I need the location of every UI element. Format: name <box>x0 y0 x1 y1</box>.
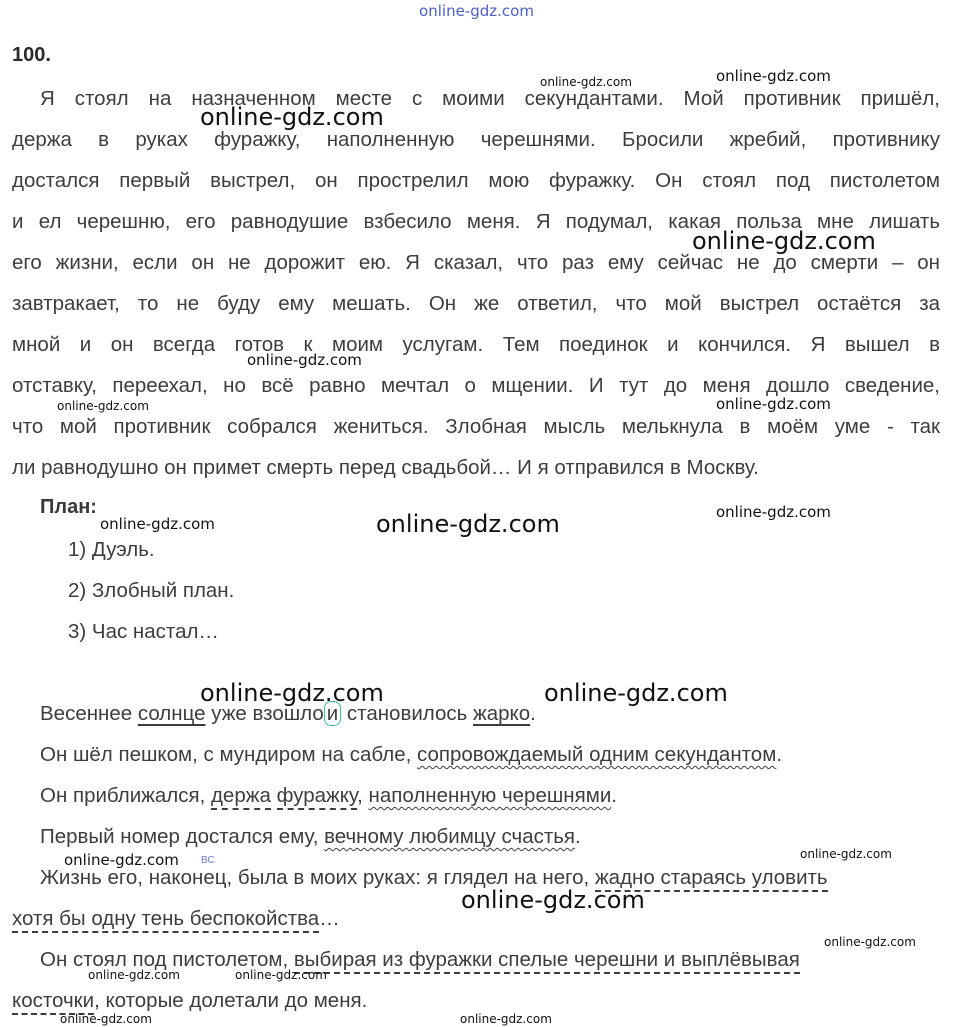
text: уже взошло <box>205 702 324 725</box>
gerund-phrase-dashed: жадно стараясь уловить <box>595 866 828 892</box>
text: Весеннее <box>40 702 138 725</box>
text: Первый номер достался ему, <box>40 825 325 848</box>
text: становилось <box>341 702 474 725</box>
gerund-phrase-dashed: выбирая из фуражки спелые черешни и выплёвывая <box>294 948 800 974</box>
watermark: online-gdz.com <box>235 968 327 982</box>
text: Он приближался, <box>40 784 211 807</box>
watermark: online-gdz.com <box>64 851 179 869</box>
paragraph-line: завтракает, то не буду ему мешать. Он же ответил, что мой выстрел остаётся за <box>12 292 940 315</box>
plan-item: 1) Дуэль. <box>68 538 155 561</box>
paragraph-line: его жизни, если он не дорожит ею. Я сказал, что раз ему сейчас не до смерти – он <box>12 251 940 274</box>
plan-item: 3) Час настал… <box>68 620 219 643</box>
watermark: online-gdz.com <box>716 67 831 85</box>
watermark: online-gdz.com <box>247 351 362 369</box>
watermark: online-gdz.com <box>200 103 384 131</box>
gerund-phrase-dashed: фуражку <box>277 784 358 810</box>
predicate-underlined: жарко <box>473 702 531 725</box>
plan-list <box>68 529 234 652</box>
plan-title: План: <box>40 496 97 518</box>
gerund-phrase-dashed: держа <box>211 784 271 810</box>
text: … <box>319 907 340 930</box>
watermark: online-gdz.com <box>544 679 728 707</box>
participial-phrase-wavy: наполненную черешнями <box>368 784 612 807</box>
sentence-3 <box>12 775 940 816</box>
sentence-1 <box>12 693 940 734</box>
vc-mark: ВС <box>201 855 215 866</box>
plan-item: 2) Злобный план. <box>68 579 235 602</box>
exercise-number: 100. <box>12 44 51 66</box>
participial-phrase-wavy: сопровождаемый одним секундантом <box>417 743 777 766</box>
watermark: online-gdz.com <box>461 886 645 914</box>
watermark: online-gdz.com <box>88 968 180 982</box>
paragraph-line: держа в руках фуражку, наполненную черешнями. Бросили жребий, противнику <box>12 128 940 151</box>
gerund-phrase-dashed: косточки <box>12 989 94 1015</box>
text: . <box>530 702 536 725</box>
text: . <box>776 743 783 766</box>
paragraph-line: ли равнодушно он примет смерть перед свадьбой… И я отправился в Москву. <box>12 456 759 479</box>
paragraph-line: отставку, переехал, но всё равно мечтал о мщении. И тут до меня дошло сведение, <box>12 374 940 397</box>
watermark: online-gdz.com <box>692 227 876 255</box>
watermark: online-gdz.com <box>540 75 632 89</box>
text: . <box>611 784 617 807</box>
exercise-paragraph <box>12 78 940 488</box>
watermark: online-gdz.com <box>100 515 215 533</box>
watermark: online-gdz.com <box>60 1012 152 1026</box>
paragraph-line: достался первый выстрел, он прострелил мою фуражку. Он стоял под пистолетом <box>12 169 940 192</box>
watermark: online-gdz.com <box>200 679 384 707</box>
watermark: online-gdz.com <box>824 935 916 949</box>
watermark: online-gdz.com <box>716 503 831 521</box>
watermark: online-gdz.com <box>716 395 831 413</box>
watermark: online-gdz.com <box>57 399 149 413</box>
text: , <box>357 784 369 807</box>
site-header-link[interactable]: online-gdz.com <box>419 2 534 20</box>
sentence-2 <box>12 734 940 775</box>
text: Жизнь его, наконец, была в моих руках: я глядел на него, <box>40 866 595 889</box>
appositive-wavy: вечному любимцу счастья <box>324 825 576 848</box>
paragraph-line: мной и он всегда готов к моим услугам. Тем поединок и кончился. Я вышел в <box>12 333 940 356</box>
text: Он стоял под пистолетом, <box>40 948 294 971</box>
paragraph-line: Я стоял на назначенном месте с моими секундантами. Мой противник пришёл, <box>40 87 940 110</box>
watermark: online-gdz.com <box>460 1012 552 1026</box>
gerund-phrase-dashed: хотя бы одну тень беспокойства <box>12 907 319 933</box>
text: Он шёл пешком, с мундиром на сабле, <box>40 743 417 766</box>
text <box>271 784 277 807</box>
paragraph-line: и ел черешню, его равнодушие взбесило меня. Я подумал, какая польза мне лишать <box>12 210 940 233</box>
watermark: online-gdz.com <box>800 847 892 861</box>
text: , которые долетали до меня. <box>94 989 368 1012</box>
paragraph-line: что мой противник собрался жениться. Злобная мысль мелькнула в моём уме - так <box>12 415 940 438</box>
subject-underlined: солнце <box>137 702 206 725</box>
text: . <box>575 825 581 848</box>
watermark: online-gdz.com <box>376 510 560 538</box>
conjunction-circled: и <box>324 701 341 726</box>
